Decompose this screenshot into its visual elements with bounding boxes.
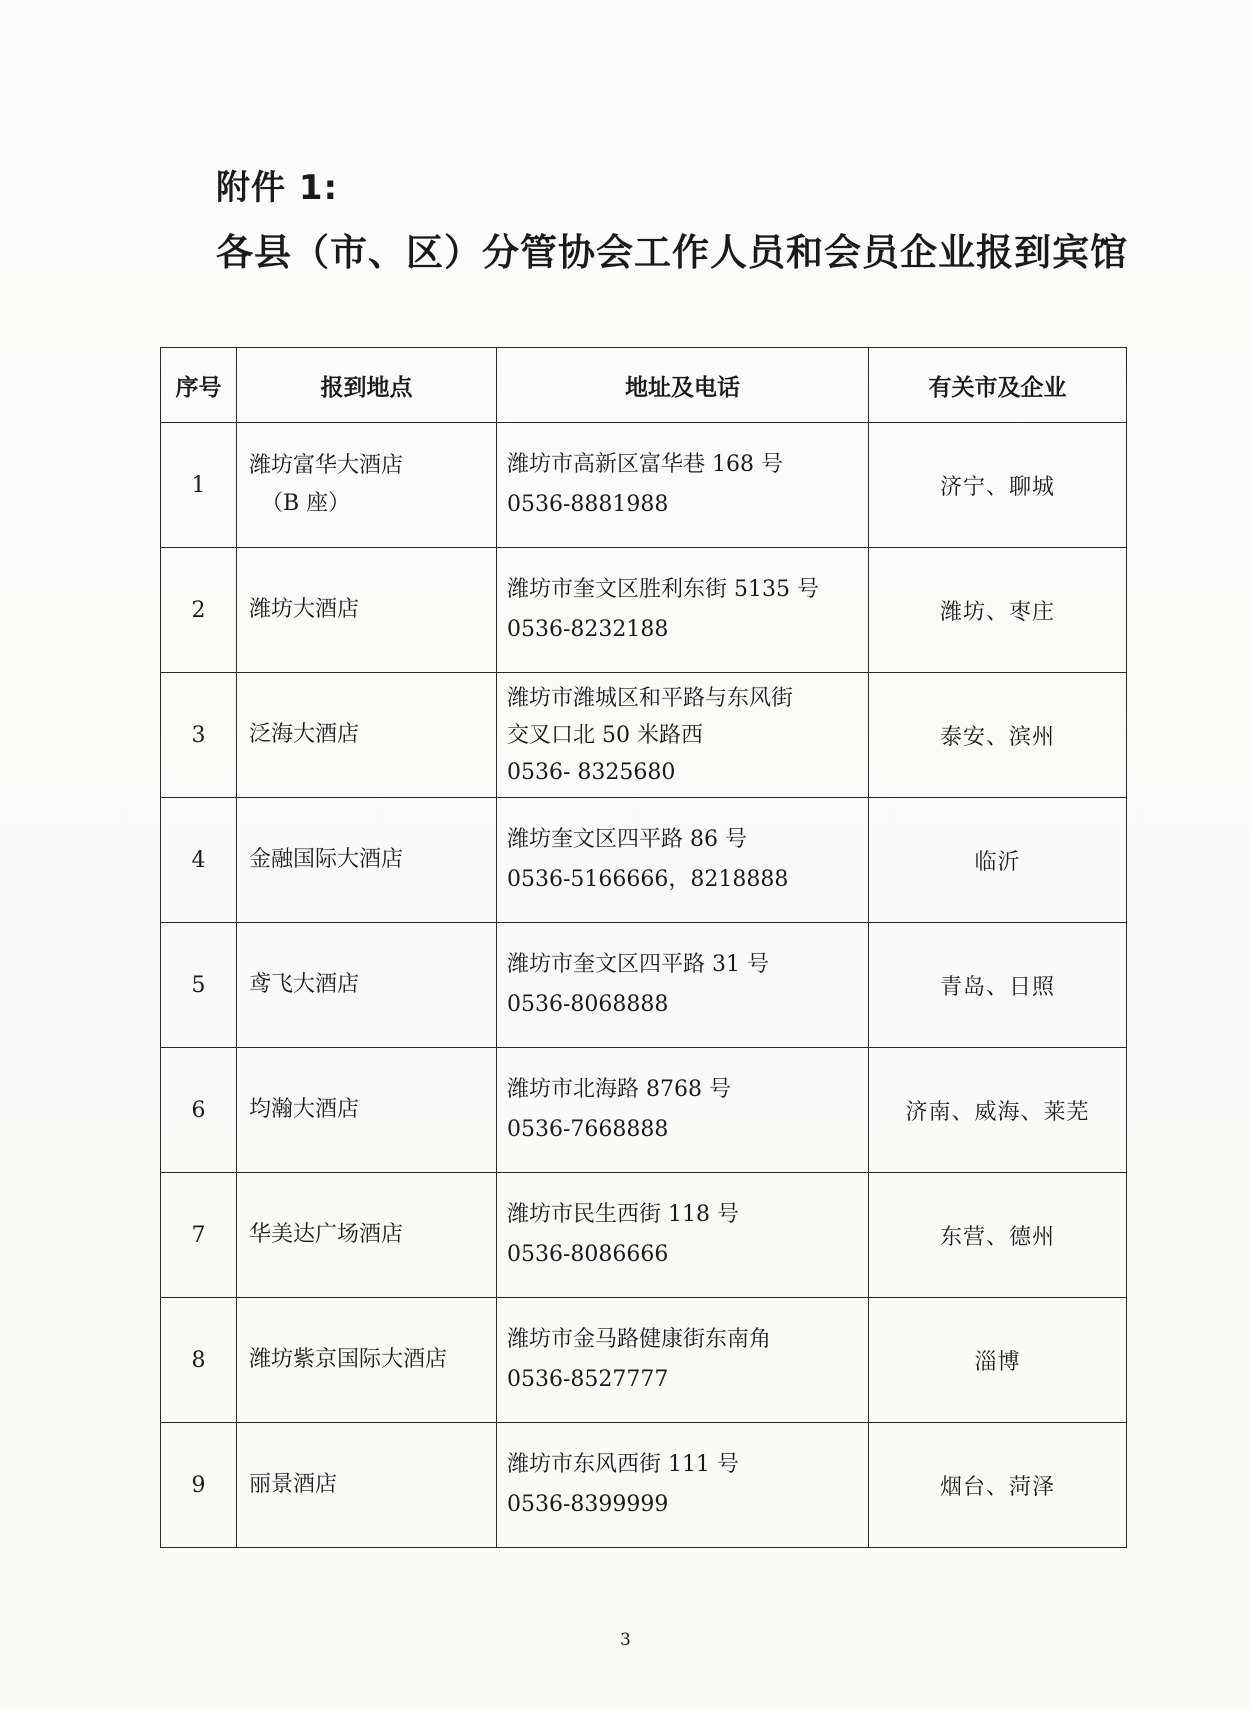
table-row [161, 1423, 1127, 1548]
phone-line: 0536-5166666，8218888 [507, 867, 789, 892]
phone-line: 0536-8068888 [507, 992, 669, 1017]
cities-cell: 淄博 [869, 1298, 1127, 1423]
table-header-row [161, 348, 1127, 423]
column-header-address: 地址及电话 [497, 348, 869, 423]
address-cell [497, 1423, 869, 1548]
hotel-name: 鸢飞大酒店 [249, 972, 360, 997]
address-line: 潍坊市东风西街 111 号 [507, 1452, 739, 1477]
address-cell [497, 548, 869, 673]
hotel-name-cell [237, 923, 497, 1048]
address-cell [497, 1048, 869, 1173]
phone-line: 0536-7668888 [507, 1117, 669, 1142]
hotel-name: 泛海大酒店 [249, 722, 360, 747]
row-number: 4 [161, 798, 237, 923]
hotel-name-cell [237, 423, 497, 548]
address-line-2: 交叉口北 50 米路西 [507, 722, 703, 748]
cities-cell: 济宁、聊城 [869, 423, 1127, 548]
row-number: 8 [161, 1298, 237, 1423]
hotel-name-cell [237, 1298, 497, 1423]
hotel-name: 丽景酒店 [249, 1472, 338, 1497]
address-line: 潍坊市民生西街 118 号 [507, 1202, 739, 1227]
hotel-name: 华美达广场酒店 [249, 1222, 404, 1247]
address-line: 潍坊奎文区四平路 86 号 [507, 827, 747, 852]
hotel-name-cell [237, 548, 497, 673]
address-cell [497, 1298, 869, 1423]
cities-cell: 东营、德州 [869, 1173, 1127, 1298]
row-number: 9 [161, 1423, 237, 1548]
table-row [161, 1173, 1127, 1298]
row-number: 5 [161, 923, 237, 1048]
hotel-name-sub: （B 座） [261, 491, 351, 516]
hotel-name: 潍坊富华大酒店 [249, 453, 404, 478]
address-line: 潍坊市奎文区四平路 31 号 [507, 952, 769, 977]
page-title: 各县（市、区）分管协会工作人员和会员企业报到宾馆 [216, 231, 1128, 274]
hotel-name: 均瀚大酒店 [249, 1097, 360, 1122]
table-row [161, 1298, 1127, 1423]
page-number: 3 [620, 1630, 631, 1650]
row-number: 6 [161, 1048, 237, 1173]
table-row [161, 798, 1127, 923]
table-row [161, 1048, 1127, 1173]
hotel-name: 潍坊紫京国际大酒店 [249, 1347, 448, 1372]
table-row [161, 923, 1127, 1048]
row-number: 2 [161, 548, 237, 673]
phone-line: 0536- 8325680 [507, 759, 676, 785]
address-cell [497, 1173, 869, 1298]
table-row [161, 423, 1127, 548]
hotel-name: 金融国际大酒店 [249, 847, 404, 872]
cities-cell: 临沂 [869, 798, 1127, 923]
phone-line: 0536-8399999 [507, 1492, 669, 1517]
column-header-number: 序号 [161, 348, 237, 423]
row-number: 7 [161, 1173, 237, 1298]
phone-line: 0536-8086666 [507, 1242, 669, 1267]
row-number: 3 [161, 673, 237, 798]
table-row [161, 673, 1127, 798]
hotel-name-cell [237, 1048, 497, 1173]
hotel-name-cell [237, 673, 497, 798]
table-row [161, 548, 1127, 673]
address-cell [497, 423, 869, 548]
address-line: 潍坊市潍城区和平路与东风街 [507, 685, 794, 711]
hotel-name-cell [237, 1173, 497, 1298]
cities-cell: 潍坊、枣庄 [869, 548, 1127, 673]
address-line: 潍坊市奎文区胜利东街 5135 号 [507, 577, 819, 602]
column-header-cities: 有关市及企业 [869, 348, 1127, 423]
hotel-name-cell [237, 1423, 497, 1548]
cities-cell: 泰安、滨州 [869, 673, 1127, 798]
phone-line: 0536-8881988 [507, 492, 669, 517]
address-line: 潍坊市高新区富华巷 168 号 [507, 452, 783, 477]
address-cell [497, 923, 869, 1048]
address-line: 潍坊市北海路 8768 号 [507, 1077, 731, 1102]
hotel-table [160, 347, 1127, 1548]
hotel-name: 潍坊大酒店 [249, 597, 360, 622]
cities-cell: 青岛、日照 [869, 923, 1127, 1048]
cities-cell: 烟台、菏泽 [869, 1423, 1127, 1548]
row-number: 1 [161, 423, 237, 548]
hotel-name-cell [237, 798, 497, 923]
address-line: 潍坊市金马路健康街东南角 [507, 1327, 772, 1352]
phone-line: 0536-8527777 [507, 1367, 669, 1392]
attachment-label: 附件 1: [216, 168, 339, 208]
column-header-place: 报到地点 [237, 348, 497, 423]
phone-line: 0536-8232188 [507, 617, 669, 642]
cities-cell: 济南、威海、莱芜 [869, 1048, 1127, 1173]
address-cell [497, 673, 869, 798]
address-cell [497, 798, 869, 923]
